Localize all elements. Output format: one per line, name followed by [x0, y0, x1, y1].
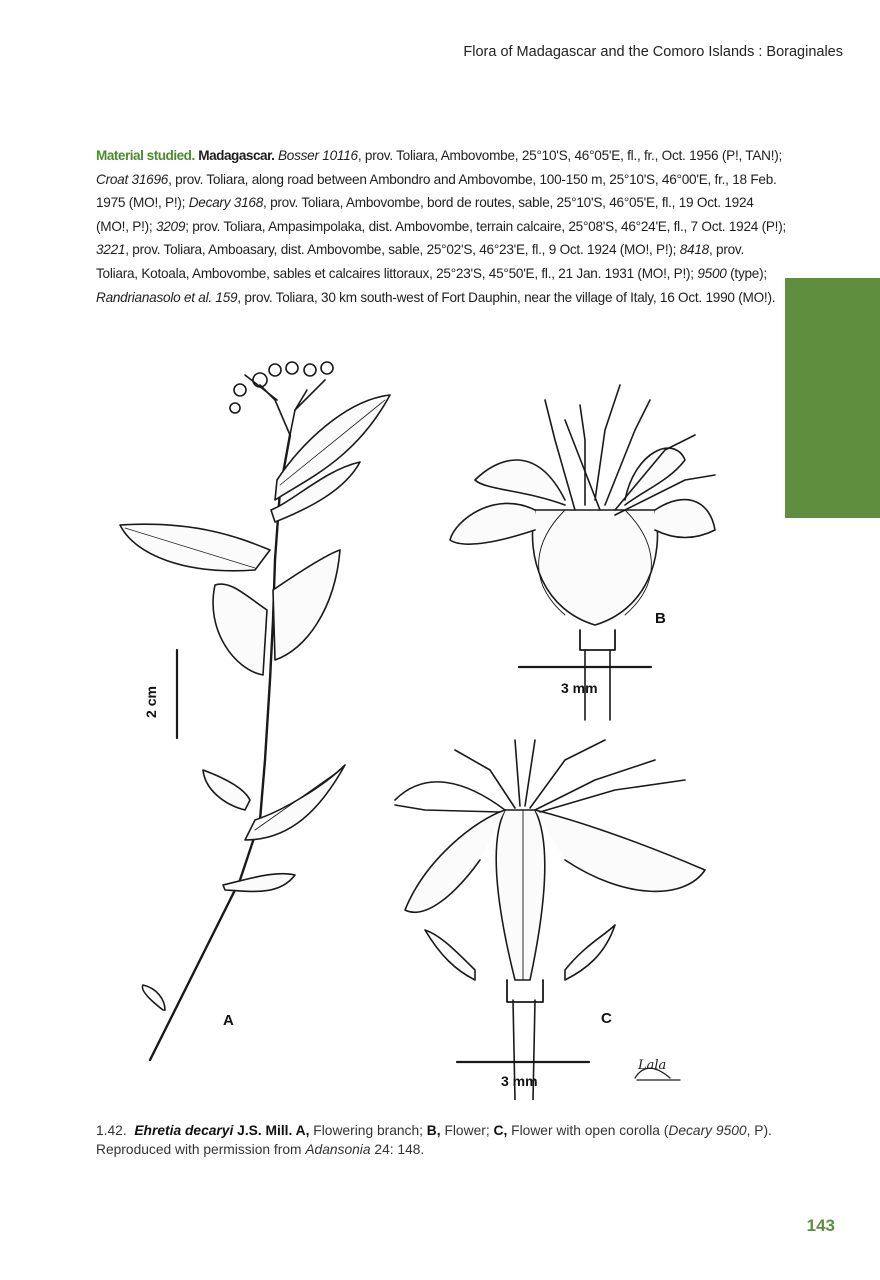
material-segment: , prov. Toliara, Kotoala, Ambovombe, sables et calcaires littoraux, 25°23'S, 45°50'E, fl., 21 Jan. 1931 (MO!, P!); [96, 242, 744, 281]
material-segment: Randrianasolo et al. 159 [96, 289, 238, 305]
scale-label-c: 3 mm [501, 1073, 538, 1089]
material-segment: , prov. Toliara, Ambovombe, 25°10'S, 46°05'E, fl., fr., Oct. 1956 (P!, TAN!); [357, 148, 783, 163]
plate-drawing [95, 340, 745, 1100]
figure-label-c: C [601, 1010, 612, 1027]
material-segment: 8418 [679, 242, 709, 258]
caption-line2-prefix: Reproduced with permission from [96, 1142, 306, 1157]
material-segment: , prov. Toliara, 30 km south-west of Fort Dauphin, near the village of Italy, 16 Oct. 1990 (MO!). [237, 289, 776, 305]
caption-part: Decary 9500 [668, 1123, 747, 1138]
botanical-plate [95, 340, 745, 1100]
caption-author: J.S. Mill. [237, 1123, 293, 1138]
material-segment: , prov. Toliara, along road between Ambondro and Ambovombe, 100-150 m, 25°10'S, 46°00'E, fr., 18 Feb. 1975 (MO!, P!); [96, 171, 777, 211]
scale-label-b: 3 mm [561, 680, 598, 696]
caption-parts [292, 1123, 772, 1138]
scale-label-a: 2 cm [142, 686, 159, 718]
material-studied-paragraph [96, 144, 786, 309]
artist-signature: Lala [638, 1058, 667, 1073]
caption-part: Flower with open corolla ( [507, 1123, 669, 1138]
branch-drawing-a [120, 362, 390, 1060]
material-segment: (type); [726, 265, 767, 281]
material-body [96, 148, 786, 305]
material-segment: , prov. Toliara, Amboasary, dist. Ambovombe, sable, 25°02'S, 46°23'E, fl., 9 Oct. 1924 (MO!, P!); [125, 242, 680, 258]
material-segment: Croat 31696 [96, 171, 169, 187]
material-segment: Decary 3168 [188, 195, 264, 211]
material-segment: 9500 [697, 265, 727, 281]
material-lead: Material studied. [96, 148, 195, 163]
caption-line2-suffix: 24: 148. [370, 1142, 425, 1157]
figure-label-b: B [655, 610, 666, 627]
caption-part: C, [489, 1123, 508, 1138]
figure-caption [96, 1121, 776, 1159]
caption-part: Flower; [440, 1123, 490, 1138]
chapter-side-tab [785, 278, 880, 518]
figure-label-a: A [223, 1012, 234, 1029]
material-segment: , prov. Toliara, Ambovombe, bord de routes, sable, 25°10'S, 46°05'E, fl., 19 Oct. 1924 (MO!, P!); [96, 195, 754, 234]
page-number: 143 [806, 1216, 835, 1235]
flower-drawing-c [395, 740, 705, 1100]
caption-species: Ehretia decaryi [134, 1123, 234, 1138]
running-header: Flora of Madagascar and the Comoro Islands : Boraginales [463, 44, 843, 60]
caption-part: Flowering branch; [309, 1123, 423, 1138]
caption-number: 1.42. [96, 1123, 127, 1138]
caption-part: , P). [746, 1123, 772, 1138]
caption-part: B, [422, 1123, 441, 1138]
material-country: Madagascar. [198, 148, 275, 163]
caption-part: A, [292, 1123, 310, 1138]
caption-line2-source: Adansonia [305, 1142, 371, 1157]
material-segment: ; prov. Toliara, Ampasimpolaka, dist. Ambovombe, terrain calcaire, 25°08'S, 46°24'E, fl., 7 Oct. 1924 (P!); [185, 218, 787, 234]
material-segment: 3221 [96, 242, 126, 258]
material-segment: 3209 [155, 218, 186, 234]
material-segment: Bosser 10116 [277, 148, 358, 163]
flower-drawing-b [450, 385, 715, 720]
